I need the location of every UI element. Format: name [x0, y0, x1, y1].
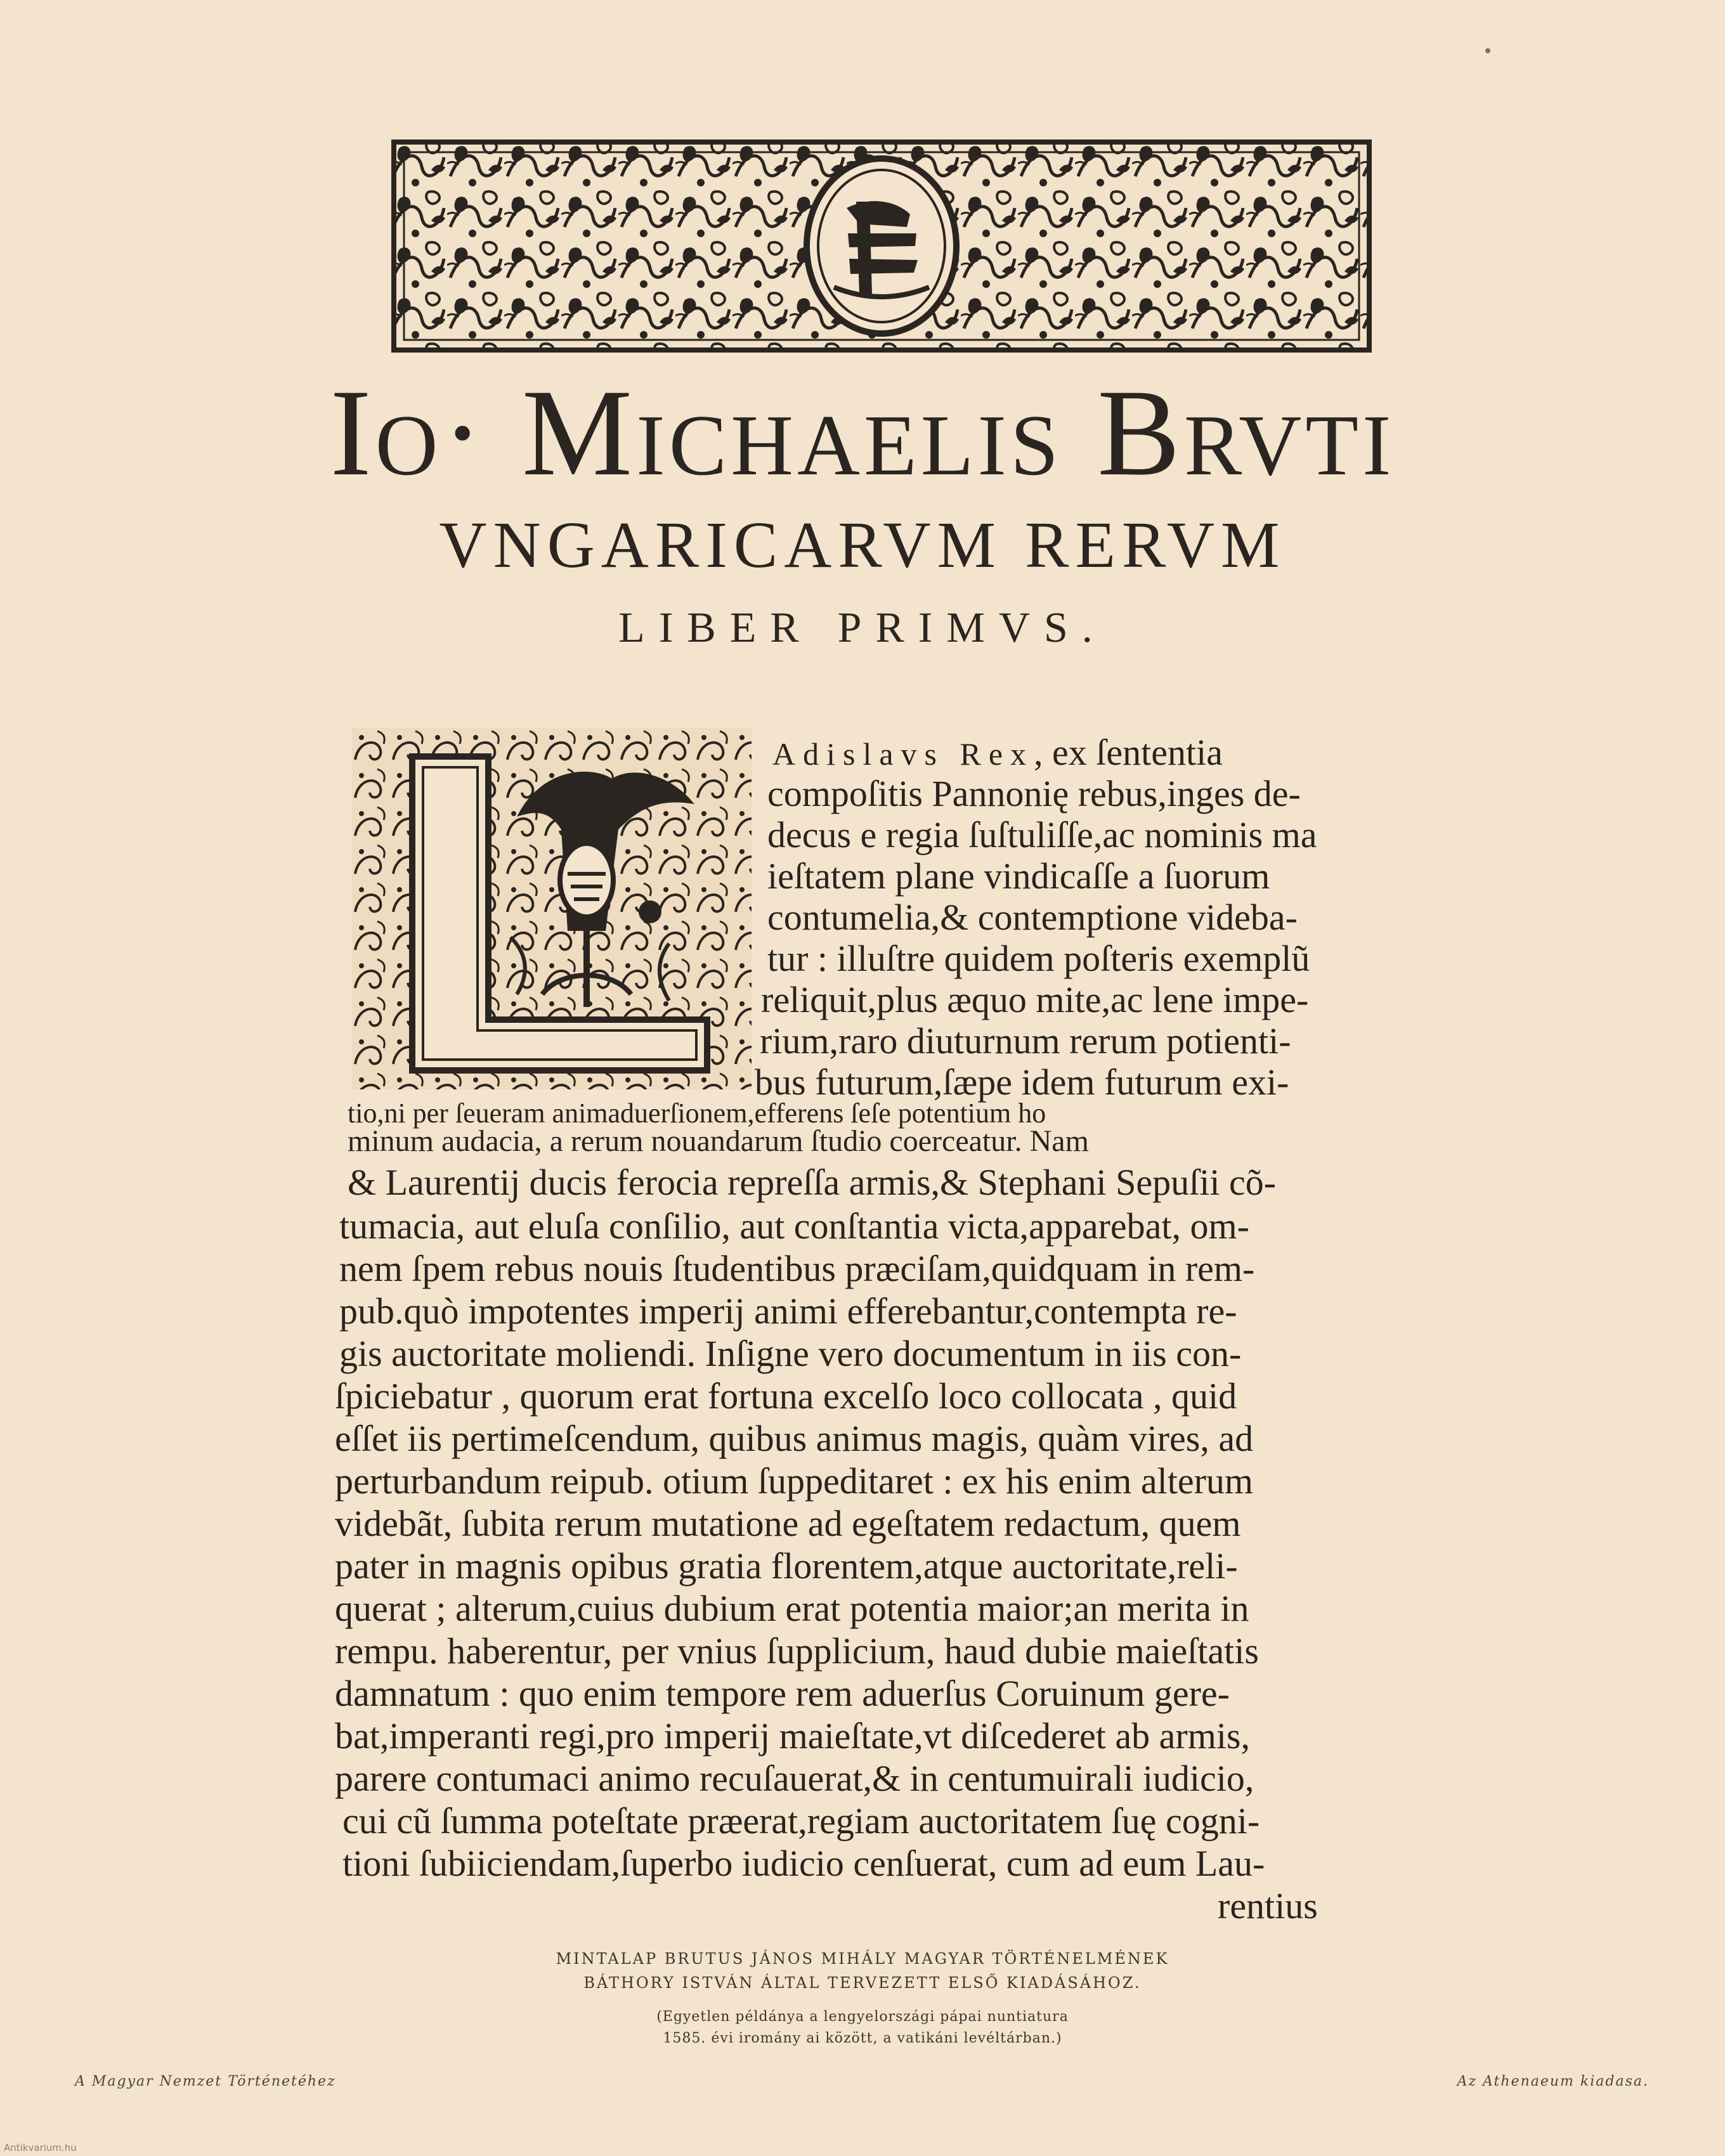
ornamental-foliage-headpiece-icon [390, 138, 1373, 354]
text-line: ſpiciebatur , quorum erat fortuna excelſo loco collocata , quid [335, 1375, 1237, 1417]
footer-right: Az Athenaeum kiadasa. [1457, 2074, 1649, 2089]
text-line: & Laurentij ducis ferocia repreſſa armis,& Stephani Sepuſii cõ- [348, 1162, 1277, 1203]
text-line: querat ; alterum,cuius dubium erat potentia maior;an merita in [335, 1588, 1249, 1629]
text-line: bus futurum,ſæpe idem futurum exi- [755, 1062, 1289, 1103]
caption-note-line-2: 1585. évi iromány ai között, a vatikáni levéltárban.) [663, 2030, 1062, 2046]
text-line: parere contumaci animo recuſauerat,& in centumuirali iudicio, [335, 1758, 1254, 1799]
text-line-1: Adislavs Rex, ex ſententia [772, 732, 1223, 773]
text-line: reliquit,plus æquo mite,ac lene impe- [761, 979, 1309, 1020]
text-line: rium,raro diuturnum rerum potienti- [760, 1020, 1291, 1062]
text-line: minum audacia, a rerum nouandarum ſtudio coerceatur. Nam [348, 1124, 1089, 1158]
text-line: rempu. haberentur, per vnius ſupplicium, haud dubie maieſtatis [335, 1630, 1259, 1672]
text-line: nem ſpem rebus nouis ſtudentibus præciſam,quidquam in rem- [339, 1248, 1255, 1289]
text-line: tio,ni per ſeueram animaduerſionem,efferens ſeſe potentium ho [348, 1098, 1046, 1129]
watermark: Antikvarium.hu [4, 2142, 77, 2153]
text-line: pub.quò impotentes imperij animi efferebantur,contempta re- [339, 1290, 1237, 1332]
title-book: LIBER PRIMVS. [618, 603, 1107, 651]
title-author: Io· Michaelis Brvti [330, 364, 1395, 502]
text-line: tumacia, aut eluſa conſilio, aut conſtantia victa,apparebat, om- [339, 1205, 1249, 1247]
caption-line-2: BÁTHORY ISTVÁN ÁLTAL TERVEZETT ELSŐ KIADÁSÁHOZ. [583, 1974, 1142, 1992]
text-line: compoſitis Pannonię rebus,inges de- [767, 773, 1301, 814]
caption-note-line-1: (Egyetlen példánya a lengyelországi pápai nuntiatura [656, 2009, 1069, 2025]
text-line: cui cũ ſumma poteſtate præerat,regiam auctoritatem ſuę cogni- [342, 1800, 1260, 1841]
text-line: decus e regia ſuſtuliſſe,ac nominis ma [767, 814, 1317, 855]
footer-left: A Magyar Nemzet Történetéhez [75, 2074, 336, 2089]
text-line: eſſet iis pertimeſcendum, quibus animus magis, quàm vires, ad [335, 1418, 1254, 1459]
decorated-initial-L-icon [352, 728, 752, 1089]
title-work: VNGARICARVM RERVM [439, 509, 1286, 581]
text-line: bat,imperanti regi,pro imperij maieſtate,vt diſcederet ab armis, [335, 1715, 1251, 1757]
text-line: damnatum : quo enim tempore rem aduerſus Coruinum gere- [335, 1673, 1230, 1714]
first-word: Adislavs Rex [772, 736, 1034, 772]
catchword: rentius [1218, 1885, 1318, 1926]
text-line: pater in magnis opibus gratia florentem,atque auctoritate,reli- [335, 1545, 1238, 1587]
paper-speck [1485, 48, 1490, 53]
decorated-initial [352, 728, 752, 1089]
ornamental-headpiece [390, 138, 1373, 354]
text-line: tioni ſubiiciendam,ſuperbo iudicio cenſuerat, cum ad eum Lau- [342, 1843, 1265, 1884]
text-line: gis auctoritate moliendi. Inſigne vero documentum in iis con- [339, 1333, 1242, 1374]
text-line: ieſtatem plane vindicaſſe a ſuorum [767, 855, 1270, 897]
caption-line-1: MINTALAP BRUTUS JÁNOS MIHÁLY MAGYAR TÖRTÉNELMÉNEK [556, 1950, 1169, 1968]
text-line: perturbandum reipub. otium ſuppeditaret : ex his enim alterum [335, 1460, 1254, 1502]
text-line: tur : illuſtre quidem poſteris exemplũ [767, 938, 1310, 979]
text-line: contumelia,& contemptione videba- [767, 897, 1298, 938]
text-line: videbãt, ſubita rerum mutatione ad egeſtatem redactum, quem [335, 1503, 1241, 1544]
